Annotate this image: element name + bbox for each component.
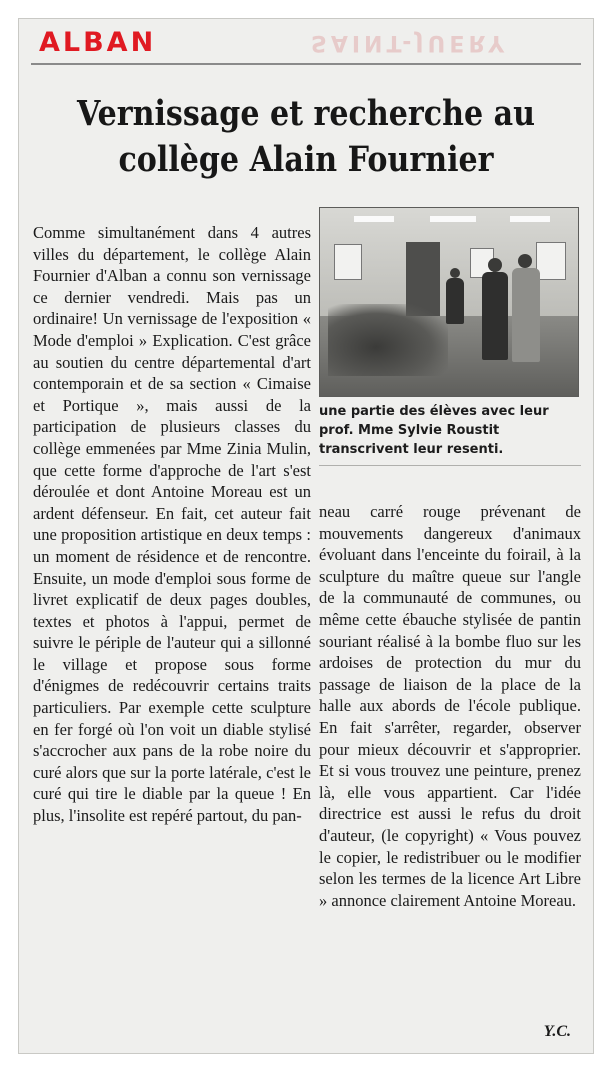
article-photo (319, 207, 579, 397)
body-text-left: Comme simultanément dans 4 autres villes du département, le collège Alain Fournier d'Alban a connu son vernissage ce dernier vendredi. Mais pas un ordinaire! Un vernissage de l'exposition « Mode d'emploi » Explication. C'est grâce au soutien du centre départemental d'art contemporain et de sa section « Cimaise et Portique », mais aussi de la participation de plusieurs classes du collège emmenées par Mme Zinia Mulin, que cette forme d'approche de l'art s'est déroulée et dont Antoine Moreau est un ardent défenseur. En fait, cet auteur fait une proposition artistique en deux temps : un moment de résidence et de rencontre. Ensuite, un mode d'emploi sous forme de livret explicatif de deux pages doubles, textes et photos à l'appui, permet de suivre le périple de l'auteur qui a sillonné le village et propose sous forme d'énigmes de redécouvrir certains traits particuliers. Par exemple cette sculpture en fer forgé où l'on voit un diable stylisé s'accrocher aux pans de la robe noire du curé alors que sur la porte latérale, c'est le curé qui tire le diable par la queue ! En plus, l'insolite est repéré partout, du pan- (33, 223, 311, 826)
bleed-through-text: SAINT-JUERY (311, 30, 509, 55)
caption-rule (319, 465, 581, 466)
photo-standing-student (482, 272, 508, 360)
photo-ceiling-light (354, 216, 394, 222)
newspaper-clipping (18, 18, 594, 1054)
photo-person-head (518, 254, 532, 268)
section-tag: ALBAN (39, 27, 157, 58)
photo-artwork (536, 242, 566, 280)
headline-line-2: collège Alain Fournier (118, 139, 494, 180)
photo-person-head (450, 268, 460, 278)
photo-person-head (488, 258, 502, 272)
article-headline (59, 91, 553, 183)
photo-seated-students (328, 304, 448, 376)
headline-line-1: Vernissage et recherche au (76, 93, 535, 134)
photo-ceiling-light (430, 216, 476, 222)
body-text-right: neau carré rouge prévenant de mouvements dangereux d'animaux évoluant dans l'enceinte du foirail, à la sculpture du maître queue sur l'angle de la communauté de communes, ou même cette ébauche stylisée de pantin souriant réalisé à la bombe fluo sur les ardoises de protection du mur du passage de liaison de la place de la halle aux abords de l'école publique. En fait s'arrêter, regarder, observer pour mieux découvrir et s'approprier. Et si vous trouvez une peinture, prenez là, elle vous appartient. Car l'idée directrice est aussi le refus du droit d'auteur, (le copyright) « Vous pouvez le copier, le redistribuer ou le modifier selon les termes de la licence Art Libre » annonce clairement Antoine Moreau. (319, 502, 581, 910)
photo-caption: une partie des élèves avec leur prof. Mme Sylvie Roustit transcrivent leur resenti. (319, 404, 549, 457)
author-signature: Y.C. (543, 1023, 571, 1040)
photo-ceiling-light (510, 216, 550, 222)
article-column-left (33, 222, 311, 827)
header-rule (31, 63, 581, 65)
photo-student (446, 278, 464, 324)
photo-artwork (334, 244, 362, 280)
photo-teacher (512, 268, 540, 362)
article-column-right (319, 501, 581, 911)
